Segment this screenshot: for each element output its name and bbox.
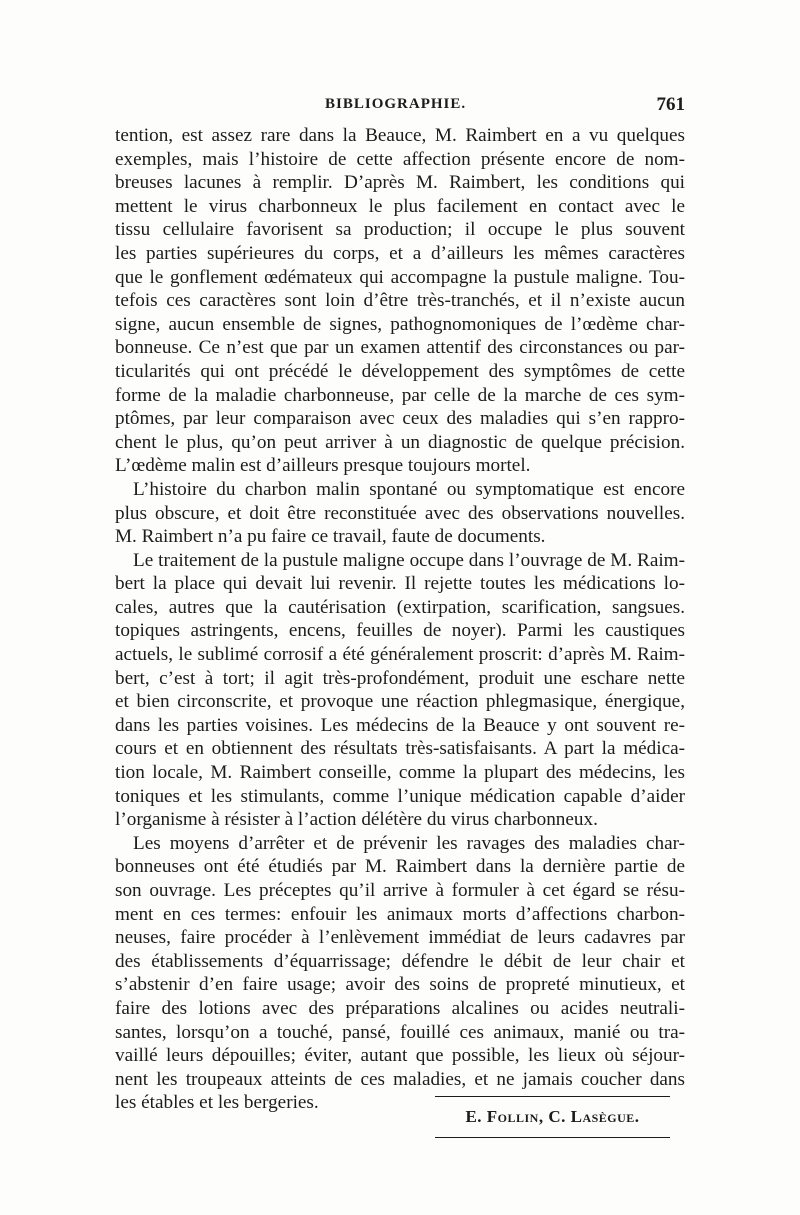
text-line: des établissements d’équarrissage; défendre le débit de leur chair et xyxy=(115,950,685,972)
signature-rule-bottom xyxy=(435,1137,670,1138)
text-line: Les moyens d’arrêter et de prévenir les ravages des maladies char- xyxy=(133,832,685,854)
text-line: mettent le virus charbonneux le plus facilement en contact avec le xyxy=(115,195,685,217)
text-line: bonneuse. Ce n’est que par un examen attentif des circonstances ou par- xyxy=(115,337,685,359)
text-line: chent le plus, qu’on peut arriver à un diagnostic de quelque précision. xyxy=(115,431,685,453)
text-line: plus obscure, et doit être reconstituée avec des observations nouvelles. xyxy=(115,502,685,524)
text-line: breuses lacunes à remplir. D’après M. Raimbert, les conditions qui xyxy=(115,172,685,194)
text-line: s’abstenir d’en faire usage; avoir des soins de propreté minutieux, et xyxy=(115,974,685,996)
text-line: santes, lorsqu’on a touché, pansé, fouillé ces animaux, manié ou tra- xyxy=(115,1021,685,1043)
text-line: forme de la maladie charbonneuse, par celle de la marche de ces sym- xyxy=(115,384,685,406)
text-line: L’œdème malin est d’ailleurs presque toujours mortel. xyxy=(115,455,531,477)
text-line: tention, est assez rare dans la Beauce, M. Raimbert en a vu quelques xyxy=(115,125,685,146)
text-line: tion locale, M. Raimbert conseille, comme la plupart des médecins, les xyxy=(115,762,685,784)
body-text xyxy=(115,124,685,1115)
text-line: ptômes, par leur comparaison avec ceux des maladies qui s’en rappro- xyxy=(115,408,685,430)
text-line: dans les parties voisines. Les médecins de la Beauce y ont souvent re- xyxy=(115,714,685,736)
text-line: ment en ces termes: enfouir les animaux morts d’affections charbon- xyxy=(115,903,685,925)
text-line: exemples, mais l’histoire de cette affection présente encore de nom- xyxy=(115,148,685,170)
text-line: ticularités qui ont précédé le développement des symptômes de cette xyxy=(115,360,685,382)
text-line: cours et en obtiennent des résultats très-satisfaisants. A part la médica- xyxy=(115,738,685,760)
text-line: tefois ces caractères sont loin d’être très-tranchés, et il n’existe aucun xyxy=(115,290,685,312)
running-title: BIBLIOGRAPHIE. xyxy=(325,96,467,112)
text-line: les étables et les bergeries. xyxy=(115,1092,319,1114)
text-line: toniques et les stimulants, comme l’unique médication capable d’aider xyxy=(115,785,685,807)
running-head xyxy=(115,96,685,120)
text-line: son ouvrage. Les préceptes qu’il arrive à formuler à cet égard se résu- xyxy=(115,880,685,901)
text-line: que le gonflement œdémateux qui accompagne la pustule maligne. Tou- xyxy=(115,266,685,288)
text-line: Le traitement de la pustule maligne occupe dans l’ouvrage de M. Raim- xyxy=(133,549,685,571)
text-line: bonneuses ont été étudiés par M. Raimbert dans la dernière partie de xyxy=(115,856,685,878)
text-line: nent les troupeaux atteints de ces maladies, et ne jamais coucher dans xyxy=(115,1068,685,1090)
text-line: M. Raimbert n’a pu faire ce travail, faute de documents. xyxy=(115,526,546,548)
text-line: les parties supérieures du corps, et a d’ailleurs les mêmes caractères xyxy=(115,242,685,264)
text-line: bert la place qui devait lui revenir. Il rejette toutes les médications lo- xyxy=(115,573,685,595)
page-number: 761 xyxy=(656,94,685,115)
text-line: l’organisme à résister à l’action délétère du virus charbonneux. xyxy=(115,809,598,831)
author-signature: E. Follin, C. Lasègue. xyxy=(465,1107,640,1126)
signature-rule-top xyxy=(435,1096,670,1097)
text-line: cales, autres que la cautérisation (extirpation, scarification, sangsues. xyxy=(115,596,685,618)
text-line: faire des lotions avec des préparations alcalines ou acides neutrali- xyxy=(115,997,685,1019)
text-line: bert, c’est à tort; il agit très-profondément, produit une eschare nette xyxy=(115,667,685,689)
text-line: L’histoire du charbon malin spontané ou symptomatique est encore xyxy=(133,478,685,500)
text-line: vaillé leurs dépouilles; éviter, autant que possible, les lieux où séjour- xyxy=(115,1045,685,1067)
text-line: signe, aucun ensemble de signes, pathognomoniques de l’œdème char- xyxy=(115,313,685,335)
text-line: et bien circonscrite, et provoque une réaction phlegmasique, énergique, xyxy=(115,691,685,713)
text-line: tissu cellulaire favorisent sa production; il occupe le plus souvent xyxy=(115,219,685,241)
text-line: topiques astringents, encens, feuilles de noyer). Parmi les caustiques xyxy=(115,620,685,642)
text-line: neuses, faire procéder à l’enlèvement immédiat de leurs cadavres par xyxy=(115,927,685,949)
text-line: actuels, le sublimé corrosif a été généralement proscrit: d’après M. Raim- xyxy=(115,644,685,666)
